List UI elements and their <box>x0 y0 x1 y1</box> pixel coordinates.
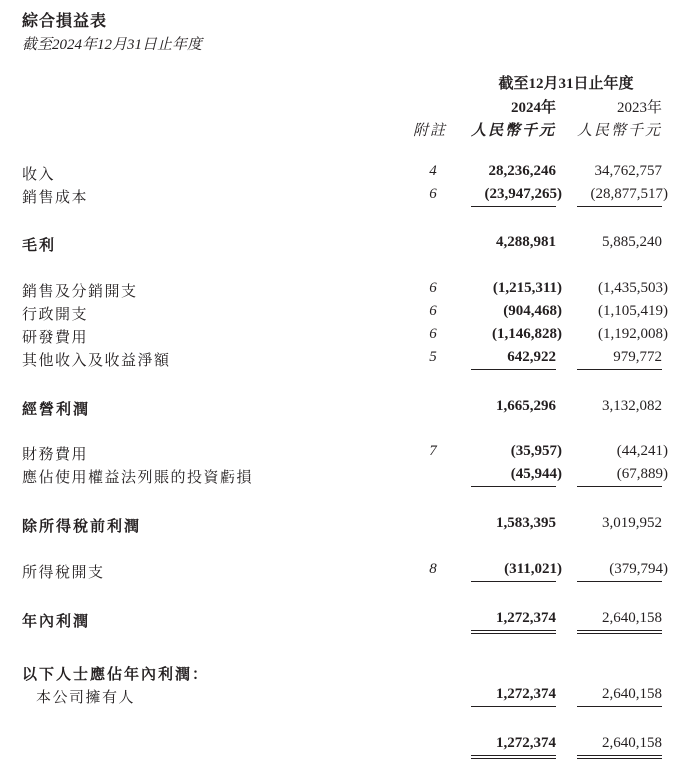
subtotal-rule <box>471 206 556 207</box>
total-double-rule <box>471 630 556 634</box>
line-item-profit-before-tax <box>0 515 689 537</box>
column-header-year-2023: 2023年 <box>616 100 662 116</box>
line-item-label: 收入 <box>22 167 56 183</box>
value-2024: 642,922 <box>507 349 556 365</box>
line-item-other-income-gains-net <box>0 349 689 371</box>
column-header-unit-2023: 人民幣千元 <box>576 123 662 139</box>
value-2024: (1,215,311) <box>492 280 562 296</box>
value-2023: 5,885,240 <box>602 234 662 250</box>
column-header-year-2024: 2024年 <box>510 100 556 116</box>
note-ref: 8 <box>429 561 437 577</box>
note-ref: 4 <box>429 163 437 179</box>
line-item-label: 其他收入及收益淨額 <box>22 353 171 369</box>
column-header-unit-2024: 人民幣千元 <box>470 123 556 139</box>
value-2023: (28,877,517) <box>590 186 668 202</box>
line-item-label: 行政開支 <box>22 307 89 323</box>
statement-title: 綜合損益表 <box>22 13 108 30</box>
total-double-rule <box>577 755 662 759</box>
value-2023: 979,772 <box>613 349 662 365</box>
line-item-label: 年內利潤 <box>22 614 91 630</box>
subtotal-rule <box>471 369 556 370</box>
value-2024: (23,947,265) <box>484 186 562 202</box>
subtotal-rule <box>471 486 556 487</box>
value-2023: 34,762,757 <box>594 163 662 179</box>
line-item-owners-of-company <box>0 686 689 708</box>
total-double-rule <box>577 630 662 634</box>
value-2024: (1,146,828) <box>492 326 562 342</box>
value-2023: (1,192,008) <box>598 326 668 342</box>
value-2023: 3,019,952 <box>602 515 662 531</box>
note-ref: 6 <box>429 303 437 319</box>
line-item-label: 除所得稅前利潤 <box>22 519 142 535</box>
line-item-label: 經營利潤 <box>22 402 91 418</box>
value-2024: 1,272,374 <box>496 735 556 751</box>
value-2024: (35,957) <box>510 443 562 459</box>
note-ref: 5 <box>429 349 437 365</box>
value-2023: (379,794) <box>609 561 668 577</box>
value-2024: 1,665,296 <box>496 398 556 414</box>
line-item-cost-of-sales <box>0 186 689 208</box>
line-item-income-tax-expense <box>0 561 689 583</box>
line-item-operating-profit <box>0 398 689 420</box>
line-item-administrative-expenses <box>0 303 689 325</box>
value-2023: (1,435,503) <box>598 280 668 296</box>
line-item-total-attributable <box>0 735 689 757</box>
line-item-label: 應佔使用權益法列賬的投資虧損 <box>22 470 254 486</box>
value-2024: 1,583,395 <box>496 515 556 531</box>
line-item-label: 銷售及分銷開支 <box>22 284 138 300</box>
line-item-label: 本公司擁有人 <box>36 690 136 706</box>
value-2023: 3,132,082 <box>602 398 662 414</box>
line-item-share-of-losses-equity-investments <box>0 466 689 488</box>
line-item-label: 所得稅開支 <box>22 565 105 581</box>
value-2023: (67,889) <box>616 466 668 482</box>
value-2023: (1,105,419) <box>598 303 668 319</box>
line-item-label: 財務費用 <box>22 447 89 463</box>
note-ref: 6 <box>429 326 437 342</box>
value-2023: 2,640,158 <box>602 686 662 702</box>
value-2024: (904,468) <box>503 303 562 319</box>
total-double-rule <box>471 755 556 759</box>
note-ref: 6 <box>429 280 437 296</box>
line-item-label: 銷售成本 <box>22 190 89 206</box>
line-item-revenue <box>0 163 689 185</box>
subtotal-rule <box>577 486 662 487</box>
statement-period-subtitle: 截至2024年12月31日止年度 <box>22 37 203 53</box>
line-item-label: 毛利 <box>22 238 57 254</box>
value-2024: 28,236,246 <box>488 163 556 179</box>
value-2023: (44,241) <box>616 443 668 459</box>
subtotal-rule <box>577 706 662 707</box>
value-2024: (311,021) <box>504 561 562 577</box>
note-ref: 7 <box>429 443 437 459</box>
subtotal-rule <box>577 206 662 207</box>
line-item-rd-expenses <box>0 326 689 348</box>
value-2024: 1,272,374 <box>496 686 556 702</box>
subtotal-rule <box>471 706 556 707</box>
value-2024: 4,288,981 <box>496 234 556 250</box>
value-2023: 2,640,158 <box>602 610 662 626</box>
subtotal-rule <box>471 581 556 582</box>
line-item-gross-profit <box>0 234 689 256</box>
line-item-label: 研發費用 <box>22 330 89 346</box>
subtotal-rule <box>577 581 662 582</box>
line-item-selling-distribution-expenses <box>0 280 689 302</box>
line-item-finance-costs <box>0 443 689 465</box>
line-item-profit-for-year <box>0 610 689 632</box>
column-header-note: 附註 <box>412 123 447 139</box>
value-2024: (45,944) <box>510 466 562 482</box>
column-header-period: 截至12月31日止年度 <box>498 76 634 92</box>
note-ref: 6 <box>429 186 437 202</box>
value-2023: 2,640,158 <box>602 735 662 751</box>
subtotal-rule <box>577 369 662 370</box>
section-heading-profit-attributable <box>0 663 689 685</box>
section-heading-label: 以下人士應佔年內利潤： <box>22 667 210 683</box>
value-2024: 1,272,374 <box>496 610 556 626</box>
